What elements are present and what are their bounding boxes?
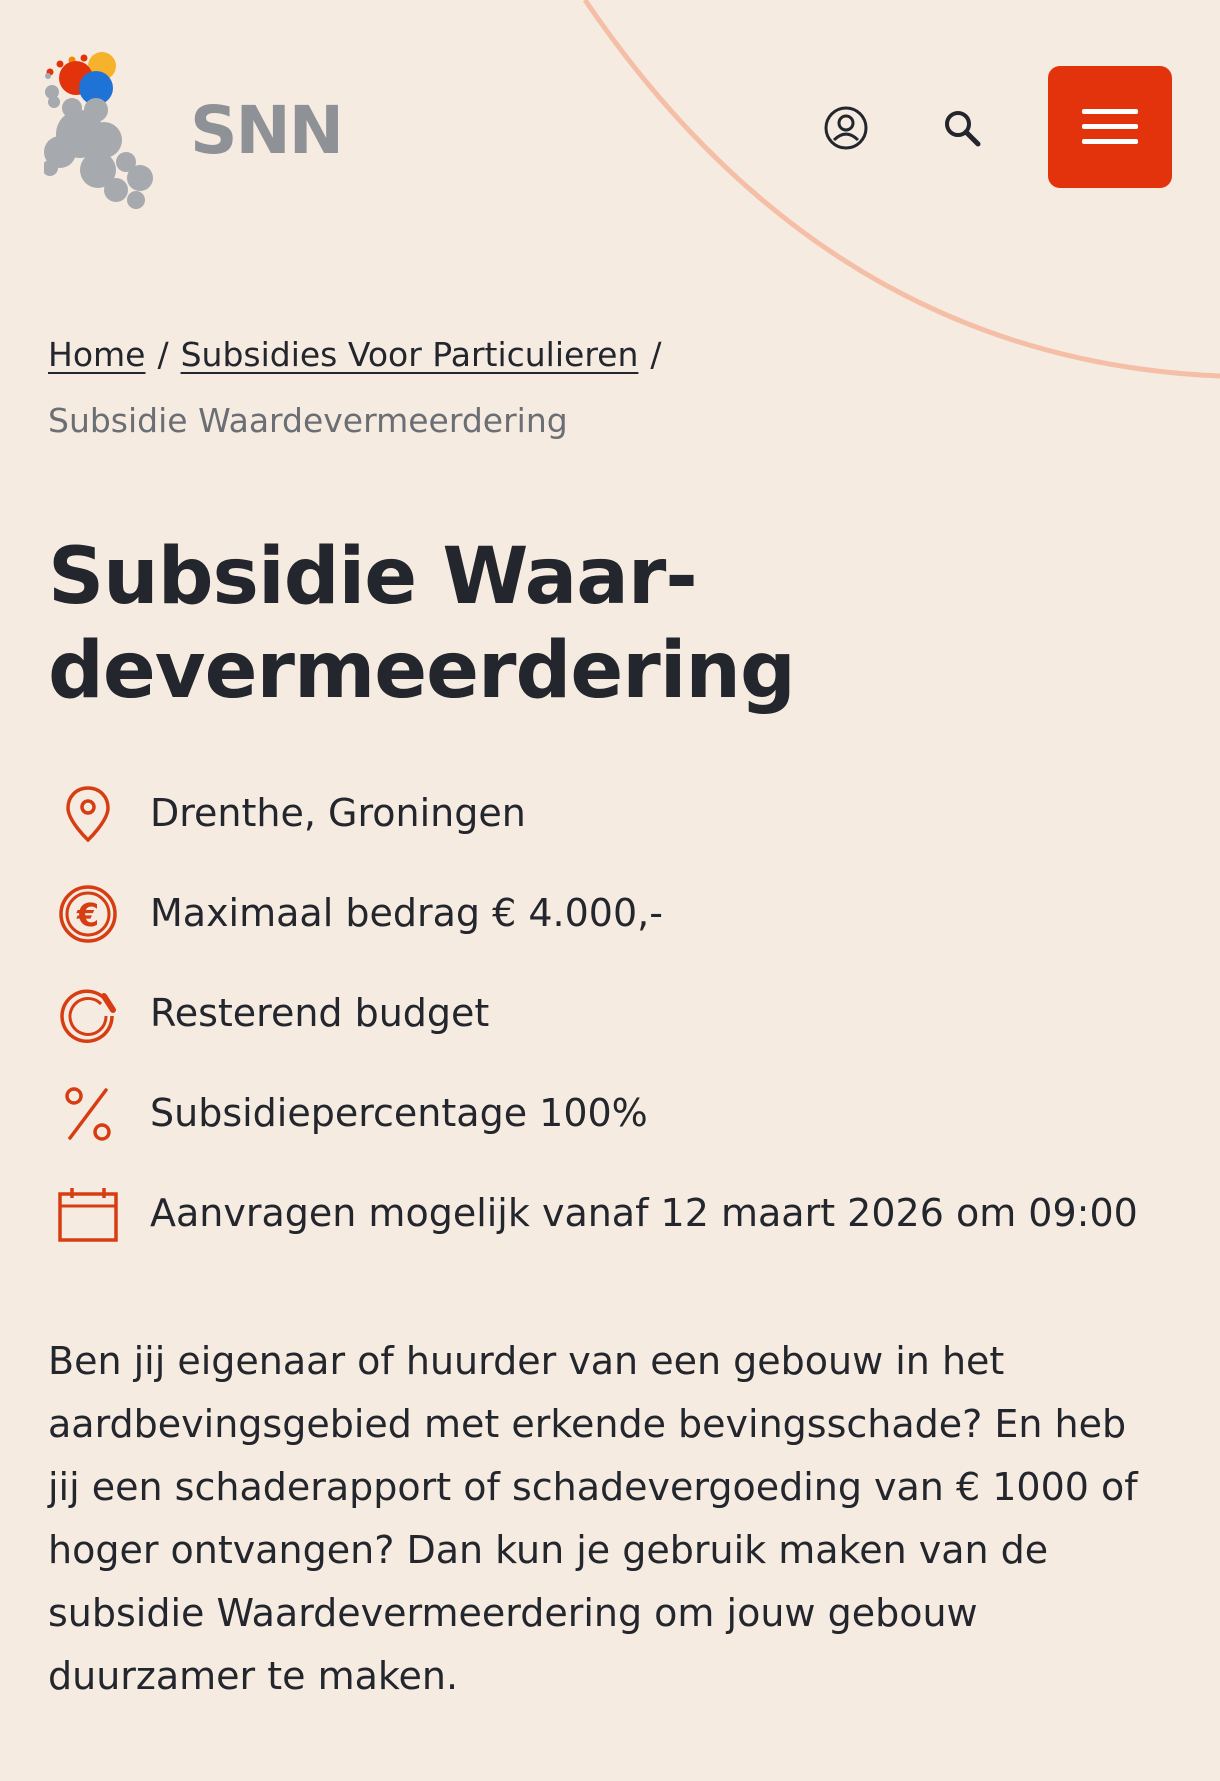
fact-item-max-amount	[56, 882, 1176, 946]
location-pin-icon	[56, 782, 120, 846]
user-circle-icon	[822, 104, 870, 152]
fact-item-budget	[56, 982, 1176, 1046]
page-title-line2: devermeerdering	[48, 626, 795, 716]
budget-circle-icon	[56, 982, 120, 1046]
search-button[interactable]	[930, 96, 994, 160]
snn-logo-mark	[44, 40, 194, 220]
breadcrumb-current: Subsidie Waardevermeerdering	[48, 401, 568, 440]
hamburger-icon	[1082, 107, 1138, 147]
intro-paragraph: Ben jij eigenaar of huurder van een gebouw in het aardbevingsgebied met erkende bevingsschade? En heb jij een schaderapport of schadevergoeding van € 1000 of hoger ontvangen? Dan kun je gebruik maken van de subsidie Waardevermeerdering om jouw gebouw duurzamer te maken.	[48, 1339, 1138, 1698]
breadcrumb-separator: /	[157, 335, 169, 374]
fact-item-percentage	[56, 1082, 1176, 1146]
breadcrumb-home-link[interactable]: Home	[48, 335, 146, 374]
fact-item-application-date	[56, 1182, 1176, 1246]
fact-percentage-text: Subsidiepercentage 100%	[150, 1091, 648, 1135]
page-title	[48, 530, 1168, 718]
snn-logo-text: SNN	[190, 92, 343, 169]
breadcrumb-separator: /	[650, 335, 662, 374]
fact-item-region	[56, 782, 1176, 846]
snn-logo[interactable]	[44, 40, 354, 220]
breadcrumb	[48, 322, 1148, 454]
euro-icon	[56, 882, 120, 946]
fact-application-date-text: Aanvragen mogelijk vanaf 12 maart 2026 om 09:00	[150, 1191, 1138, 1235]
menu-button[interactable]	[1048, 66, 1172, 188]
fact-region-text: Drenthe, Groningen	[150, 791, 526, 835]
svg-text:€: €	[76, 896, 100, 934]
percent-icon	[56, 1082, 120, 1146]
fact-max-amount-text: Maximaal bedrag € 4.000,-	[150, 891, 663, 935]
subsidy-facts-list	[56, 782, 1176, 1282]
fact-budget-text: Resterend budget	[150, 991, 490, 1035]
account-button[interactable]	[814, 96, 878, 160]
breadcrumb-section-link[interactable]: Subsidies Voor Particulieren	[180, 335, 639, 374]
calendar-icon	[56, 1182, 120, 1246]
page-title-line1: Subsidie Waar-	[48, 532, 697, 622]
search-icon	[940, 106, 984, 150]
